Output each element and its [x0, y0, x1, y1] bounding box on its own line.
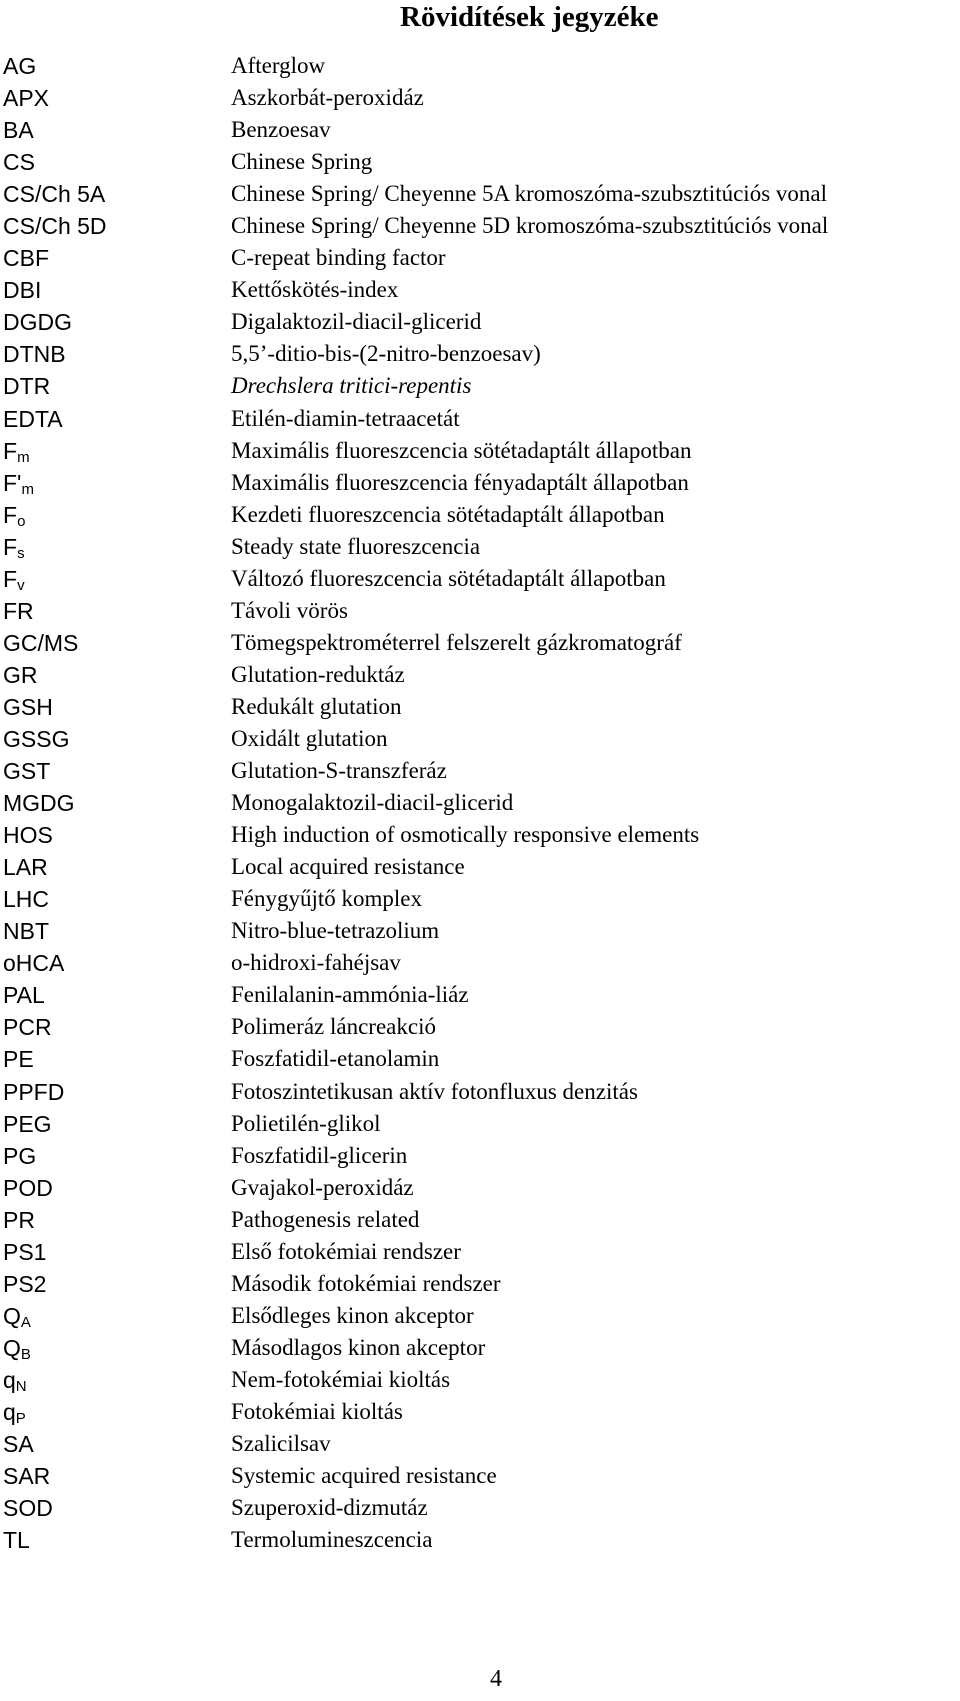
abbreviation-letters: F — [3, 533, 18, 560]
abbreviation-row — [0, 1268, 960, 1300]
abbreviation-row — [0, 1524, 960, 1556]
abbreviation-definition: Aszkorbát-peroxidáz — [231, 85, 424, 111]
abbreviation-term — [3, 1364, 27, 1396]
abbreviation-letters: CBF — [3, 245, 49, 272]
abbreviation-letters: DTNB — [3, 341, 66, 368]
abbreviation-definition: C-repeat binding factor — [231, 245, 446, 271]
abbreviation-definition: Systemic acquired resistance — [231, 1463, 497, 1489]
abbreviation-letters: PS2 — [3, 1270, 47, 1297]
abbreviation-row — [0, 1492, 960, 1524]
abbreviation-subscript: N — [15, 1377, 27, 1395]
abbreviation-term — [3, 979, 45, 1011]
abbreviation-definition: Pathogenesis related — [231, 1206, 420, 1232]
abbreviation-term — [3, 1172, 53, 1204]
abbreviation-term — [3, 370, 50, 402]
abbreviation-letters: GSH — [3, 693, 53, 720]
abbreviation-term — [3, 691, 53, 723]
abbreviation-letters: GSSG — [3, 725, 70, 752]
abbreviation-row — [0, 1364, 960, 1396]
abbreviation-row — [0, 370, 960, 402]
abbreviation-definition: Maximális fluoreszcencia fényadaptált állapotban — [231, 469, 689, 495]
abbreviation-row — [0, 1172, 960, 1204]
abbreviation-definition: Chinese Spring/ Cheyenne 5D kromoszóma-szubsztitúciós vonal — [231, 213, 829, 239]
abbreviation-letters: DBI — [3, 277, 42, 304]
abbreviation-definition: Foszfatidil-glicerin — [231, 1142, 408, 1168]
abbreviation-letters: Q — [3, 1302, 21, 1329]
abbreviation-definition: Tömegspektrométerrel felszerelt gázkromatográf — [231, 629, 682, 655]
abbreviation-row — [0, 1396, 960, 1428]
abbreviation-definition: Elsődleges kinon akceptor — [231, 1302, 474, 1328]
abbreviation-definition: Kettőskötés-index — [231, 277, 399, 303]
abbreviation-term — [3, 915, 49, 947]
abbreviation-letters: Q — [3, 1334, 21, 1361]
abbreviation-term — [3, 595, 34, 627]
abbreviation-definition: Etilén-diamin-tetraacetát — [231, 405, 460, 431]
abbreviation-list — [0, 50, 960, 1556]
abbreviation-term — [3, 1428, 34, 1460]
abbreviation-term — [3, 210, 107, 242]
abbreviation-term — [3, 627, 78, 659]
abbreviation-term — [3, 1108, 52, 1140]
abbreviation-row — [0, 1332, 960, 1364]
abbreviation-row — [0, 595, 960, 627]
abbreviation-term — [3, 1140, 36, 1172]
abbreviation-definition: Monogalaktozil-diacil-glicerid — [231, 790, 514, 816]
abbreviation-letters: q — [3, 1366, 16, 1393]
abbreviation-definition: Oxidált glutation — [231, 725, 388, 751]
abbreviation-letters: DGDG — [3, 309, 72, 336]
abbreviation-term — [3, 1300, 31, 1332]
abbreviation-term — [3, 467, 34, 499]
abbreviation-letters: CS/Ch 5A — [3, 181, 106, 208]
abbreviation-term — [3, 499, 25, 531]
abbreviation-row — [0, 210, 960, 242]
abbreviation-letters: q — [3, 1398, 16, 1425]
abbreviation-definition: Benzoesav — [231, 117, 331, 143]
abbreviation-letters: GR — [3, 661, 38, 688]
abbreviation-row — [0, 242, 960, 274]
abbreviation-term — [3, 755, 50, 787]
abbreviation-row — [0, 1076, 960, 1108]
abbreviation-row — [0, 915, 960, 947]
abbreviation-term — [3, 787, 75, 819]
abbreviation-row — [0, 178, 960, 210]
abbreviation-term — [3, 114, 34, 146]
abbreviation-letters: LHC — [3, 886, 50, 913]
abbreviation-definition: Foszfatidil-etanolamin — [231, 1046, 440, 1072]
abbreviation-definition: Afterglow — [231, 53, 326, 78]
abbreviation-row — [0, 1140, 960, 1172]
abbreviation-row — [0, 691, 960, 723]
abbreviation-letters: F' — [3, 469, 22, 496]
abbreviation-subscript: o — [17, 512, 26, 530]
abbreviation-letters: F — [3, 501, 18, 528]
abbreviation-term — [3, 146, 35, 178]
abbreviation-definition: Fotokémiai kioltás — [231, 1398, 403, 1424]
abbreviation-term — [3, 563, 25, 595]
abbreviation-row — [0, 787, 960, 819]
abbreviation-letters: MGDG — [3, 790, 75, 817]
abbreviation-letters: F — [3, 437, 18, 464]
abbreviation-term — [3, 1043, 34, 1075]
abbreviation-letters: SOD — [3, 1495, 53, 1522]
abbreviation-term — [3, 531, 25, 563]
abbreviation-definition: Polietilén-glikol — [231, 1110, 381, 1136]
abbreviation-definition: Első fotokémiai rendszer — [231, 1238, 461, 1264]
abbreviation-row — [0, 50, 960, 82]
abbreviation-letters: EDTA — [3, 405, 63, 432]
abbreviation-definition: Változó fluoreszcencia sötétadaptált állapotban — [231, 565, 666, 591]
abbreviation-definition: Steady state fluoreszcencia — [231, 533, 481, 559]
abbreviation-subscript: P — [15, 1409, 26, 1427]
abbreviation-letters: PCR — [3, 1014, 52, 1041]
page-title: Rövidítések jegyzéke — [400, 1, 659, 33]
abbreviation-subscript: v — [17, 576, 25, 594]
abbreviation-term — [3, 50, 36, 82]
abbreviation-term — [3, 178, 105, 210]
abbreviation-letters: POD — [3, 1174, 53, 1201]
abbreviation-row — [0, 499, 960, 531]
abbreviation-letters: DTR — [3, 373, 51, 400]
abbreviation-term — [3, 242, 49, 274]
abbreviation-row — [0, 114, 960, 146]
abbreviation-definition: Fotoszintetikusan aktív fotonfluxus denzitás — [231, 1078, 638, 1104]
abbreviation-row — [0, 819, 960, 851]
abbreviation-term — [3, 883, 49, 915]
abbreviation-term — [3, 1332, 31, 1364]
abbreviation-letters: CS/Ch 5D — [3, 213, 107, 240]
abbreviation-letters: GC/MS — [3, 629, 79, 656]
abbreviation-row — [0, 883, 960, 915]
abbreviation-row — [0, 1460, 960, 1492]
abbreviation-term — [3, 1524, 30, 1556]
abbreviation-subscript: B — [20, 1345, 31, 1363]
abbreviation-letters: CS — [3, 149, 35, 176]
abbreviation-definition: Nem-fotokémiai kioltás — [231, 1366, 451, 1392]
abbreviation-definition: Kezdeti fluoreszcencia sötétadaptált állapotban — [231, 501, 665, 527]
abbreviation-definition: Redukált glutation — [231, 693, 402, 719]
abbreviation-letters: FR — [3, 597, 34, 624]
abbreviation-row — [0, 723, 960, 755]
abbreviation-definition: Glutation-reduktáz — [231, 661, 405, 687]
abbreviation-row — [0, 563, 960, 595]
abbreviation-term — [3, 1492, 53, 1524]
abbreviation-term — [3, 1460, 50, 1492]
abbreviation-letters: PEG — [3, 1110, 52, 1137]
abbreviation-term — [3, 1396, 26, 1428]
abbreviation-term — [3, 1204, 35, 1236]
abbreviation-letters: APX — [3, 85, 50, 112]
abbreviation-row — [0, 947, 960, 979]
abbreviation-letters: LAR — [3, 854, 48, 881]
abbreviation-subscript: m — [21, 480, 34, 498]
abbreviation-row — [0, 1011, 960, 1043]
abbreviation-term — [3, 819, 53, 851]
abbreviation-term — [3, 306, 72, 338]
abbreviation-row — [0, 1204, 960, 1236]
abbreviation-term — [3, 723, 69, 755]
abbreviation-definition: Digalaktozil-diacil-glicerid — [231, 309, 482, 335]
abbreviation-subscript: A — [20, 1313, 31, 1331]
abbreviation-row — [0, 755, 960, 787]
abbreviation-definition: Másodlagos kinon akceptor — [231, 1334, 486, 1360]
abbreviation-definition: Fénygyűjtő komplex — [231, 886, 423, 912]
abbreviation-definition: Nitro-blue-tetrazolium — [231, 918, 440, 944]
abbreviation-letters: SAR — [3, 1463, 51, 1490]
abbreviation-row — [0, 627, 960, 659]
abbreviation-term — [3, 1268, 46, 1300]
abbreviation-letters: PE — [3, 1046, 34, 1073]
abbreviation-row — [0, 274, 960, 306]
abbreviation-row — [0, 338, 960, 370]
abbreviation-letters: TL — [3, 1527, 30, 1554]
abbreviation-term — [3, 659, 38, 691]
abbreviation-term — [3, 403, 63, 435]
abbreviation-row — [0, 1043, 960, 1075]
abbreviation-letters: PR — [3, 1206, 35, 1233]
abbreviation-letters: HOS — [3, 822, 53, 849]
abbreviation-row — [0, 403, 960, 435]
abbreviation-row — [0, 435, 960, 467]
abbreviation-letters: GST — [3, 758, 51, 785]
abbreviation-term — [3, 851, 48, 883]
abbreviation-row — [0, 979, 960, 1011]
abbreviation-definition: High induction of osmotically responsive elements — [231, 822, 700, 848]
abbreviation-letters: PPFD — [3, 1078, 65, 1105]
abbreviation-definition: Polimeráz láncreakció — [231, 1014, 436, 1040]
abbreviation-row — [0, 82, 960, 114]
abbreviation-definition: Szalicilsav — [231, 1431, 331, 1457]
abbreviation-row — [0, 467, 960, 499]
abbreviation-term — [3, 1076, 64, 1108]
abbreviation-definition: 5,5’-ditio-bis-(2-nitro-benzoesav) — [231, 341, 541, 367]
abbreviation-row — [0, 146, 960, 178]
abbreviation-term — [3, 1236, 46, 1268]
abbreviation-letters: SA — [3, 1431, 34, 1458]
abbreviation-letters: PAL — [3, 982, 45, 1009]
abbreviation-row — [0, 659, 960, 691]
abbreviation-definition: Szuperoxid-dizmutáz — [231, 1495, 428, 1521]
abbreviation-letters: NBT — [3, 918, 49, 945]
abbreviation-letters: PS1 — [3, 1238, 47, 1265]
abbreviation-letters: BA — [3, 117, 34, 144]
page-number: 4 — [490, 1666, 502, 1692]
abbreviation-row — [0, 1428, 960, 1460]
abbreviation-term — [3, 338, 66, 370]
abbreviation-definition: o-hidroxi-fahéjsav — [231, 950, 401, 976]
abbreviation-letters: AG — [3, 53, 37, 79]
abbreviation-definition: Maximális fluoreszcencia sötétadaptált állapotban — [231, 437, 692, 463]
abbreviation-definition: Fenilalanin-ammónia-liáz — [231, 982, 469, 1008]
abbreviation-letters: F — [3, 565, 18, 592]
abbreviation-letters: PG — [3, 1142, 37, 1169]
abbreviation-term — [3, 1011, 52, 1043]
abbreviation-row — [0, 1108, 960, 1140]
abbreviation-term — [3, 435, 30, 467]
abbreviation-definition: Gvajakol-peroxidáz — [231, 1174, 414, 1200]
abbreviation-subscript: s — [17, 544, 25, 562]
abbreviation-term — [3, 274, 41, 306]
abbreviation-row — [0, 1300, 960, 1332]
abbreviation-definition: Drechslera tritici-repentis — [231, 373, 472, 399]
abbreviation-row — [0, 851, 960, 883]
abbreviation-term — [3, 947, 64, 979]
abbreviation-row — [0, 306, 960, 338]
abbreviation-row — [0, 531, 960, 563]
abbreviation-definition: Termolumineszcencia — [231, 1527, 433, 1553]
abbreviation-definition: Második fotokémiai rendszer — [231, 1270, 501, 1296]
abbreviation-row — [0, 1236, 960, 1268]
abbreviation-letters: oHCA — [3, 950, 65, 977]
abbreviation-definition: Távoli vörös — [231, 597, 348, 623]
abbreviation-definition: Glutation-S-transzferáz — [231, 758, 447, 784]
abbreviation-definition: Local acquired resistance — [231, 854, 465, 880]
abbreviation-definition: Chinese Spring — [231, 149, 373, 175]
abbreviation-subscript: m — [17, 448, 30, 466]
abbreviation-definition: Chinese Spring/ Cheyenne 5A kromoszóma-szubsztitúciós vonal — [231, 181, 827, 207]
abbreviation-term — [3, 82, 49, 114]
